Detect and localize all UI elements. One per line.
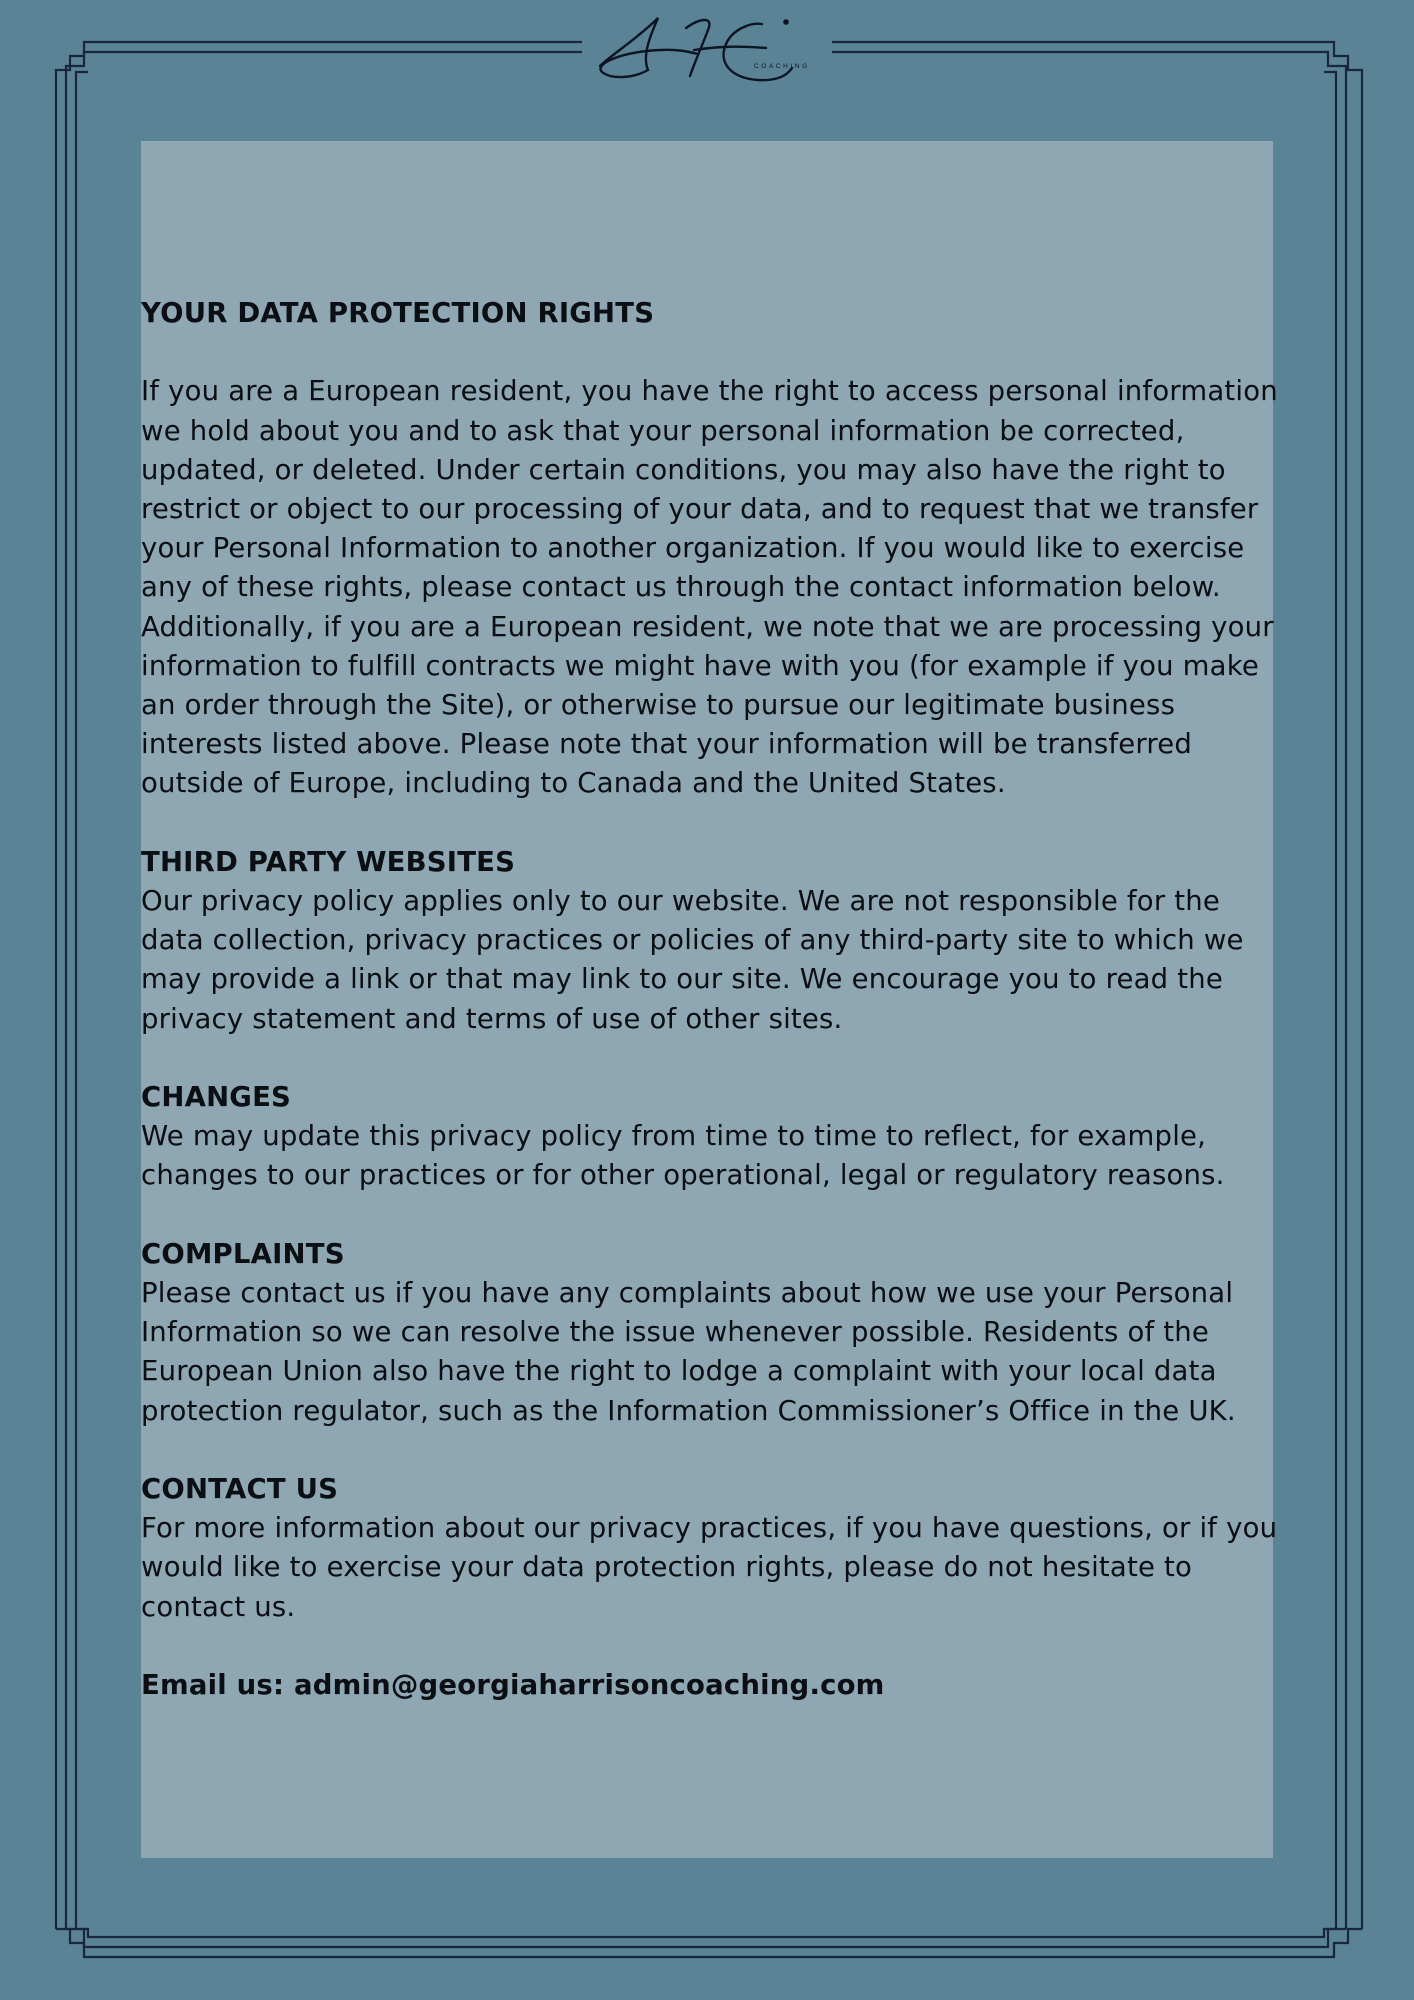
section-body: For more information about our privacy practices, if you have questions, or if you would like to exercise your data protection rights, please do not hesitate to contact us. [141,1512,1278,1623]
section-heading: CHANGES [141,1081,292,1114]
section-third-party-websites [141,843,1281,1039]
logo-tagline: COACHING [754,63,810,70]
section-changes [141,1078,1281,1196]
section-heading: THIRD PARTY WEBSITES [141,845,516,878]
section-heading: COMPLAINTS [141,1237,345,1270]
section-heading: YOUR DATA PROTECTION RIGHTS [141,297,655,329]
section-body: We may update this privacy policy from time to time to reflect, for example, changes to our practices or for other operational, legal or regulatory reasons. [141,1120,1225,1192]
section-contact-us [141,1470,1281,1627]
section-body: Please contact us if you have any complaints about how we use your Personal Information so we can resolve the issue whenever possible. Residents of the European Union also have the right to lodge a complaint with your local data protection regulator, such as the Information Commissioner’s Office in the UK. [141,1277,1236,1427]
section-body: Our privacy policy applies only to our website. We are not responsible for the data collection, privacy practices or policies of any third-party site to which we may provide a link or that may link to our site. We encourage you to read the privacy statement and terms of use of other sites. [141,885,1244,1035]
section-heading: CONTACT US [141,1473,339,1506]
ah-monogram-logo [590,4,824,90]
section-data-protection-rights [141,294,1281,804]
section-body: If you are a European resident, you have the right to access personal information we hold about you and to ask that your personal information be corrected, updated, or deleted. Under certain conditions, you may also have the right to restrict or object to our processing of your data, and to request that we transfer your Personal Information to another organization. If you would like to exercise any of these rights, please contact us through the contact information below. Additionally, if you are a European resident, we note that we are processing your information to fulfill contracts we might have with you (for example if you make an order through the Site), or otherwise to pursue our legitimate business interests listed above. Please note that your information will be transferred outside of Europe, including to Canada and the United States. [141,375,1278,800]
section-complaints [141,1235,1281,1431]
privacy-policy-content [141,294,1281,1705]
contact-email[interactable]: Email us: admin@georgiaharrisoncoaching.com [141,1669,885,1702]
